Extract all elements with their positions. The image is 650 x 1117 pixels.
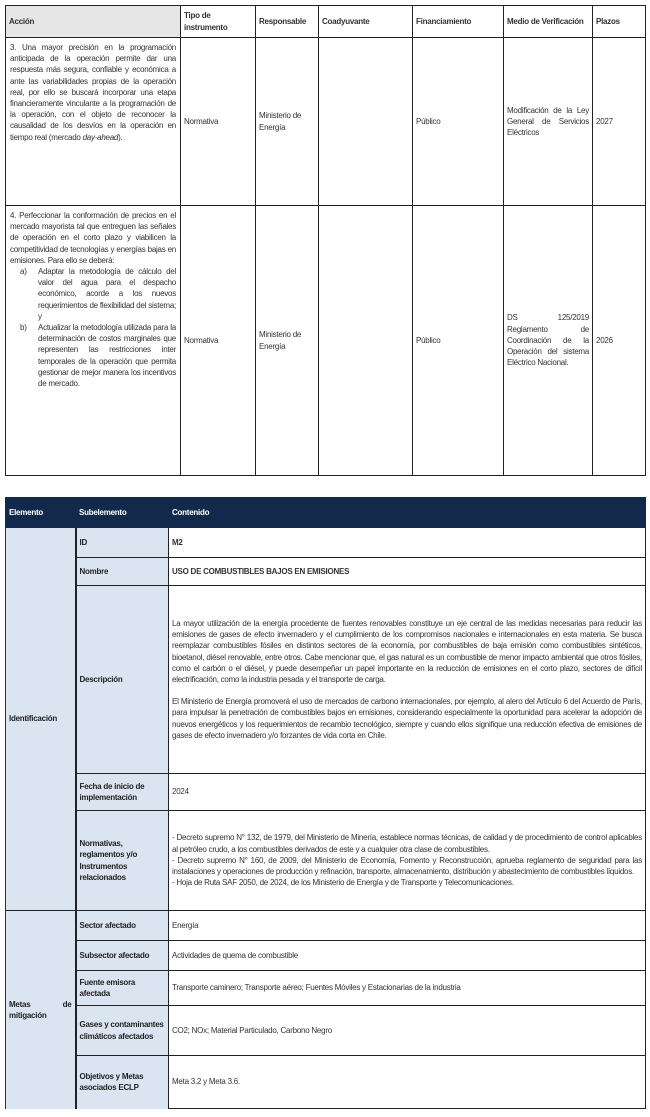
subelement-label: Fuente emisora afectada xyxy=(76,971,169,1006)
regulation-item: - Hoja de Ruta SAF 2050, de 2024, de los Ministerio de Energía y de Transporte y Telecomunicaciones. xyxy=(172,878,514,888)
accion-text: 4. Perfeccionar la conformación de precios en el mercado mayorista tal que entreguen las señales de operación en el corto plazo y viabilicen la competitividad de tecnologías y energías bajas en emisiones. Para ello se deberá: xyxy=(10,211,176,265)
accion-text: 3. Una mayor precisión en la programación anticipada de la operación permite dar una respuesta más segura, confiable y económica a ante las variabilidades propias de la operación real, por ello se buscará incorporar una etapa financieramente vinculante a la programación de la operación, con el objeto de reconocer la causalidad de los desvíos en la operación en tiempo real (mercado xyxy=(10,43,176,142)
subelement-label: Fecha de inicio de implementación xyxy=(76,774,169,811)
measure-table xyxy=(5,497,646,1109)
header-coadyuvante: Coadyuvante xyxy=(319,6,413,38)
subelement-label: ID xyxy=(76,528,169,558)
tipo-cell: Normativa xyxy=(181,38,256,206)
table-row xyxy=(6,1056,646,1109)
subelement-label: Subsector afectado xyxy=(76,941,169,971)
content-cell: M2 xyxy=(169,528,646,558)
element-identificacion: Identificación xyxy=(6,528,76,911)
responsable-cell: Ministerio de Energía xyxy=(256,38,319,206)
header-responsable: Responsable xyxy=(256,6,319,38)
subelement-label: Sector afectado xyxy=(76,911,169,941)
subelement-label: Objetivos y Metas asociados ECLP xyxy=(76,1056,169,1109)
content-cell: CO2; NOx; Material Particulado, Carbono Negro xyxy=(169,1006,646,1056)
header-tipo: Tipo de instrumento xyxy=(181,6,256,38)
sub-text: Actualizar la metodología utilizada para la determinación de costos marginales que representen las restricciones inter temporales de la operación que permita gestionar de mejor manera los incentivos de mercado. xyxy=(38,323,176,389)
header-accion: Acción xyxy=(6,6,181,38)
header-contenido: Contenido xyxy=(169,498,646,528)
tipo-cell: Normativa xyxy=(181,206,256,476)
subelement-label: Descripción xyxy=(76,586,169,774)
coadyuvante-cell xyxy=(319,38,413,206)
header-elemento: Elemento xyxy=(6,498,76,528)
header-plazos: Plazos xyxy=(593,6,646,38)
content-cell: USO DE COMBUSTIBLES BAJOS EN EMISIONES xyxy=(169,558,646,586)
table-header-row xyxy=(6,6,646,38)
financiamiento-cell: Público xyxy=(413,38,504,206)
element-metas: Metas de mitigación xyxy=(6,911,76,1109)
content-cell: Energía xyxy=(169,911,646,941)
medio-cell: Modificación de la Ley General de Servicios Eléctricos xyxy=(504,38,593,206)
table-row xyxy=(6,971,646,1006)
regulation-item: - Decreto supremo N° 160, de 2009, del Ministerio de Economía, Fomento y Reconstrucción, aprueba reglamento de seguridad para las instalaciones y operaciones de producción y refinación, transporte, almacenamiento, distribución y abastecimiento de combustibles líquidos. xyxy=(172,855,642,877)
content-cell xyxy=(169,586,646,774)
description-paragraph: El Ministerio de Energía promoverá el uso de mercados de carbono internacionales, por ejemplo, al alero del Artículo 6 del Acuerdo de París, para impulsar la penetración de combustibles bajos en emisiones, considerando especialmente la oportunidad para acelerar la adopción de nuevos energéticos y los requerimientos de recambio tecnológico, siempre y cuando ellos signifique una reducción efectiva de emisiones de gases de efecto invernadero y/o forzantes de vida corta en Chile. xyxy=(172,697,642,740)
plazo-cell: 2027 xyxy=(593,38,646,206)
coadyuvante-cell xyxy=(319,206,413,476)
table-row xyxy=(6,774,646,811)
regulation-item: - Decreto supremo N° 132, de 1979, del Ministerio de Minería, establece normas técnicas, de calidad y de procedimiento de control aplicables al petróleo crudo, a los combustibles derivados de este y a cualquier otra clase de combustibles. xyxy=(172,833,642,854)
table-row xyxy=(6,911,646,941)
accion-cell xyxy=(6,38,181,206)
actions-table xyxy=(5,5,646,476)
financiamiento-cell: Público xyxy=(413,206,504,476)
table-header-row xyxy=(6,498,646,528)
table-row xyxy=(6,811,646,911)
subelement-label: Nombre xyxy=(76,558,169,586)
subelement-label: Normativas, reglamentos y/o Instrumentos relacionados xyxy=(76,811,169,911)
accion-cell xyxy=(6,206,181,476)
sub-text: Adaptar la metodología de cálculo del valor del agua para el despacho económico, acorde a los nuevos requerimientos de flexibilidad del sistema; y xyxy=(38,267,176,321)
content-cell: 2024 xyxy=(169,774,646,811)
subelement-label: Gases y contaminantes climáticos afectados xyxy=(76,1006,169,1056)
table-row xyxy=(6,38,646,206)
table-row xyxy=(6,558,646,586)
table-row xyxy=(6,1006,646,1056)
accion-italic: day-ahead xyxy=(82,132,119,142)
header-subelemento: Subelemento xyxy=(76,498,169,528)
table-row xyxy=(6,941,646,971)
content-cell: Meta 3.2 y Meta 3.6. xyxy=(169,1056,646,1109)
header-medio: Medio de Verificación xyxy=(504,6,593,38)
medio-cell: DS 125/2019 Reglamento de Coordinación de la Operación del sistema Eléctrico Nacional. xyxy=(504,206,593,476)
sub-letter: a) xyxy=(20,267,27,277)
header-financiamiento: Financiamiento xyxy=(413,6,504,38)
responsable-cell: Ministerio de Energía xyxy=(256,206,319,476)
sub-letter: b) xyxy=(20,323,27,333)
plazo-cell: 2026 xyxy=(593,206,646,476)
content-cell xyxy=(169,811,646,911)
content-cell: Transporte caminero; Transporte aéreo; Fuentes Móviles y Estacionarias de la industria xyxy=(169,971,646,1006)
description-paragraph: La mayor utilización de la energía procedente de fuentes renovables constituye un eje central de las medidas necesarias para reducir las emisiones de gases de efecto invernadero y el cumplimiento de los compromisos nacionales e internacionales en esta materia. Se busca reemplazar combustibles fósiles en distintos sectores de la economía, por combustibles de baja emisión como combustibles sintéticos, bioetanol, diésel renovable, entre otros. Cabe mencionar que, el gas natural es un combustible de menor impacto ambiental que otros fósiles, como el carbón o el diésel, y puede desempeñar un papel importante en la reducción de emisiones en el corto plazo, sectores de difícil electrificación, como la industria pesada y el transporte de carga. xyxy=(172,618,642,684)
table-row xyxy=(6,528,646,558)
sub-item xyxy=(10,266,176,322)
table-row xyxy=(6,586,646,774)
table-row xyxy=(6,206,646,476)
sub-item xyxy=(10,322,176,389)
accion-end: ). xyxy=(118,132,123,142)
content-cell: Actividades de quema de combustible xyxy=(169,941,646,971)
